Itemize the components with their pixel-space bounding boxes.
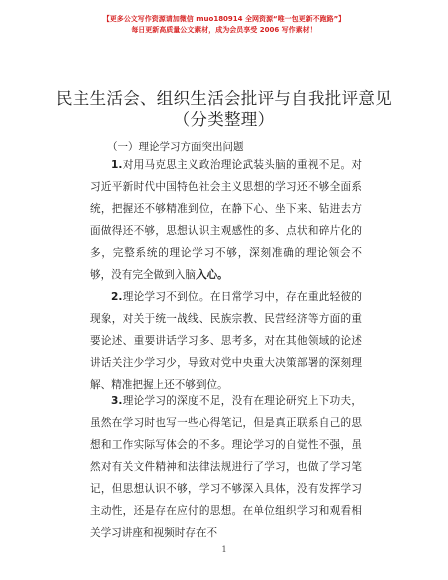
paragraph-text: 理论学习不到位。在日常学习中，存在重此轻彼的现象，对关于统一战线、民族宗教、民营经济等方面的重要论述、重要讲话学习多、思考多，对在其他领域的论述讲话关注少学习少，导致对党中央重大决策部署的深刻理解、精准把握上还不够到位。: [90, 291, 362, 391]
section-heading: （一）理论学习方面突出问题: [107, 141, 244, 153]
promo-banner: [0, 14, 448, 36]
promo-line-2: 每日更新高质量公文素材，成为会员享受 2006 写作素材！: [131, 26, 317, 34]
page-number: 1: [221, 545, 227, 554]
promo-line-1: 【更多公文写作资源请加微信 muo180914 全网资源“唯一包更新不跑路”】: [102, 15, 346, 23]
paragraph-1: [90, 154, 362, 286]
paragraph-text: 对用马克思主义政治理论武装头脑的重视不足。对习近平新时代中国特色社会主义思想的学习还不够全面系统，把握还不够精准到位，在静下心、坐下来、钻进去方面做得还不够，思想认识主观感性的多、点状和碎片化的多，完整系统的理论学习不够，深刻准确的理论领会不够，没有完全做到入脑: [90, 159, 362, 281]
paragraph-text: 理论学习的深度不足，没有在理论研究上下功夫，虽然在学习时也写一些心得笔记，但是真正联系自己的思想和工作实际写体会的不多。理论学习的自觉性不强，虽然对有关文件精神和法律法规进行了学习，也做了学习笔记，但思想认识不够，学习不够深入具体，没有发挥学习主动性，还是存在应付的思想。在单位组织学习和观看相关学习讲座和视频时存在不: [90, 395, 362, 539]
title-line-1: 民主生活会、组织生活会批评与自我批评意见: [56, 89, 392, 108]
document-title: [0, 88, 448, 130]
paragraph-2: [90, 286, 362, 396]
paragraph-emphasis: 入心。: [195, 269, 228, 281]
paragraph-number: 2.: [111, 291, 123, 303]
title-line-2: （分类整理）: [173, 110, 275, 129]
paragraph-number: 3.: [111, 395, 123, 407]
paragraph-number: 1.: [111, 159, 123, 171]
paragraph-3: [90, 390, 362, 544]
